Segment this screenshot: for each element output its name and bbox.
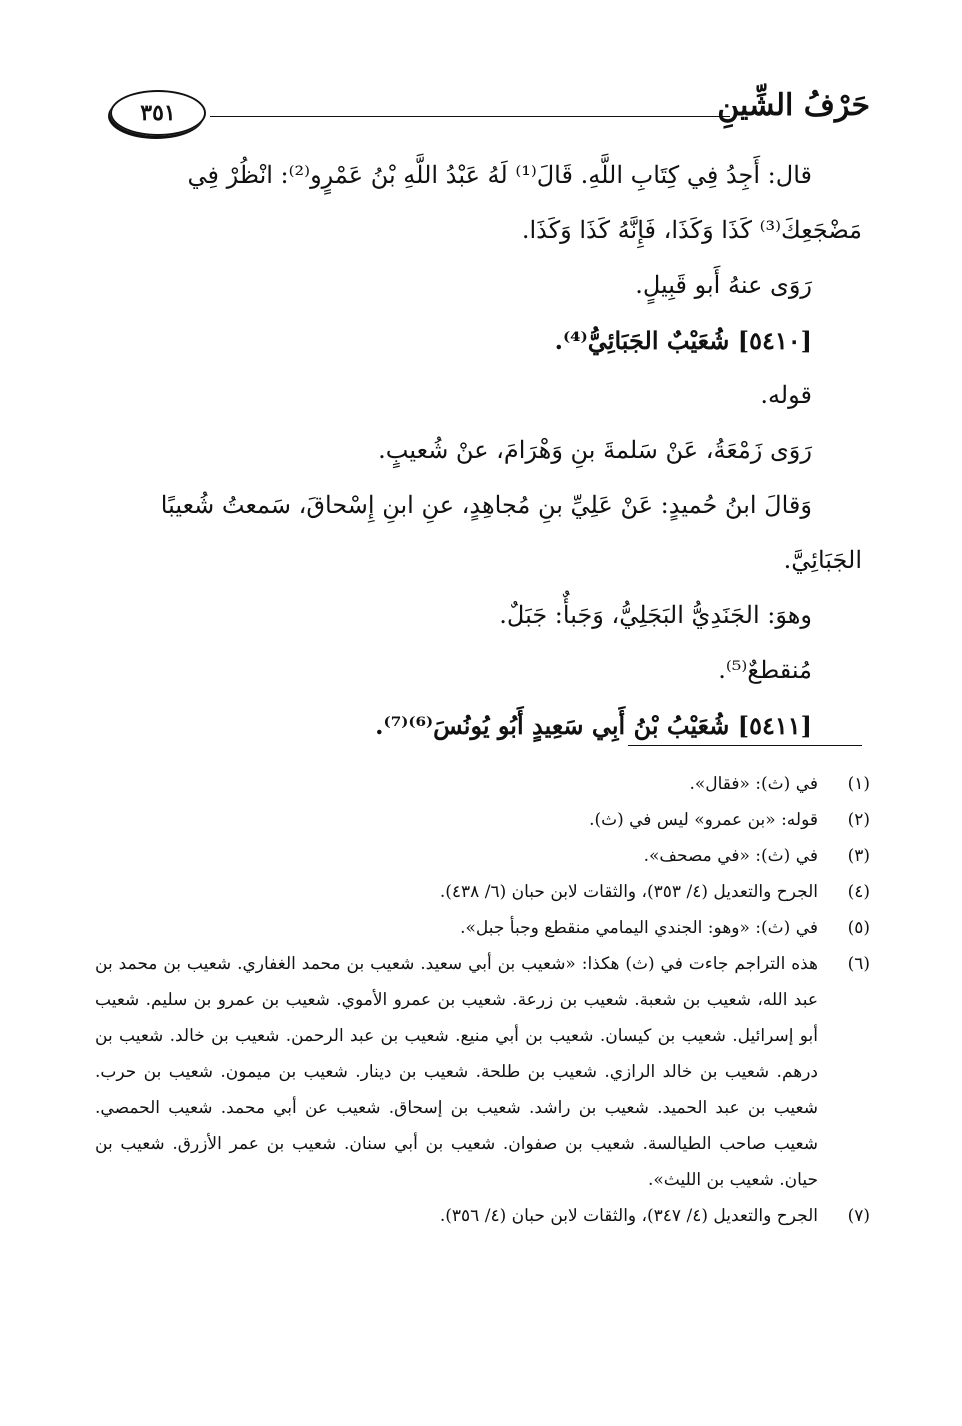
footnote <box>95 766 870 802</box>
page-number: ٣٥١ <box>110 90 206 136</box>
footnotes <box>95 766 870 1234</box>
footnote-text: في (ث): «فقال». <box>689 774 818 794</box>
entry-heading: [٥٤١٠] شُعَيْبٌ الجَبَائِيُّ⁽⁴⁾. <box>554 326 812 355</box>
text-line: مُنقطعٌ⁽⁵⁾. <box>718 656 812 684</box>
footnote <box>95 838 870 874</box>
footnote-number: (٣) <box>847 846 870 866</box>
text-line: وَقالَ ابنُ حُميدٍ: عَنْ عَلِيِّ بنِ مُجاهِدٍ، عنِ ابنِ إِسْحاقَ، سَمعتُ شُعيبًا <box>160 491 812 519</box>
footnote-text: الجرح والتعديل (٤/ ٣٤٧)، والثقات لابن حبان (٤/ ٣٥٦). <box>439 1206 818 1226</box>
text-line: رَوَى عنهُ أَبو قَبِيلٍ. <box>635 271 812 299</box>
footnote <box>95 802 870 838</box>
footnote <box>95 874 870 910</box>
footnote-separator <box>628 745 862 746</box>
running-title: حَرْفُ الشِّينِ <box>717 88 870 123</box>
footnote-number: (٤) <box>847 882 870 902</box>
header-rule <box>210 116 730 117</box>
footnote-text: في (ث): «في مصحف». <box>643 846 818 866</box>
footnote-number: (٥) <box>847 918 870 938</box>
footnote-number: (٦) <box>847 954 870 974</box>
text-line: رَوَى زَمْعَةُ، عَنْ سَلمةَ بنِ وَهْرَامَ، عنْ شُعيبٍ. <box>378 436 812 464</box>
footnote-number: (٧) <box>847 1206 870 1226</box>
text-line: الجَبَائِيَّ. <box>783 546 862 574</box>
footnote-text: قوله: «بن عمرو» ليس في (ث). <box>589 810 818 830</box>
footnote-number: (٢) <box>847 810 870 830</box>
footnote-text: هذه التراجم جاءت في (ث) هكذا: «شعيب بن أبي سعيد. شعيب بن محمد الغفاري. شعيب بن محمد بن عبد الله، شعيب بن شعبة. شعيب بن زرعة. شعيب بن عمرو الأموي. شعيب بن عمرو بن سليم. شعيب أبو إسرائيل. شعيب بن كيسان. شعيب بن أبي منيع. شعيب بن عبد الرحمن. شعيب بن خالد. شعيب بن درهم. شعيب بن خالد الرازي. شعيب بن طلحة. شعيب بن دينار. شعيب بن ميمون. شعيب بن حرب. شعيب بن عبد الحميد. شعيب بن راشد. شعيب بن إسحاق. شعيب عن أبي محمد. شعيب الحمصي. شعيب صاحب الطيالسة. شعيب بن صفوان. شعيب بن أبي سنان. شعيب بن عمر الأزرق. شعيب بن حيان. شعيب بن الليث». <box>95 954 818 1190</box>
footnote <box>95 1198 870 1234</box>
text-line: قال: أَجِدُ فِي كِتَابِ اللَّهِ. قَالَ⁽¹⁾ لَهُ عَبْدُ اللَّهِ بْنُ عَمْرٍو⁽²⁾: انْظُرْ فِي <box>187 161 812 189</box>
footnote-text: في (ث): «وهو: الجندي اليمامي منقطع وجبأ جبل». <box>460 918 818 938</box>
text-line: قوله. <box>760 381 812 409</box>
footnote <box>95 910 870 946</box>
page-header <box>110 84 870 144</box>
text-line: مَضْجَعِكَ⁽³⁾ كَذَا وَكَذَا، فَإِنَّهُ كَذَا وَكَذَا. <box>521 216 862 244</box>
text-line: وهوَ: الجَنَدِيُّ البَجَلِيُّ، وَجَبأٌ: جَبَلٌ. <box>499 601 812 629</box>
entry-heading: [٥٤١١] شُعَيْبُ بْنُ أَبِي سَعِيدٍ أَبُو يُونُسَ⁽⁶⁾⁽⁷⁾. <box>375 711 812 740</box>
footnote <box>95 946 870 1198</box>
main-text <box>102 148 862 753</box>
footnote-number: (١) <box>847 774 870 794</box>
footnote-text: الجرح والتعديل (٤/ ٣٥٣)، والثقات لابن حبان (٦/ ٤٣٨). <box>439 882 818 902</box>
